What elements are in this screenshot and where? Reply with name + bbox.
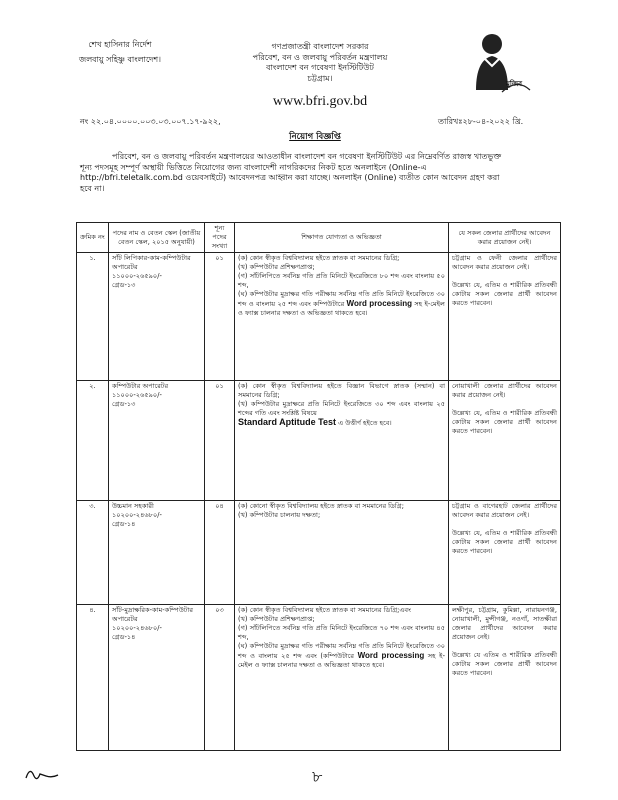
quota-note: উল্লেখ্য যে, এতিম ও শারীরিক প্রতিবন্ধী কোটায় সকল জেলার প্রার্থী আবেদন করতে পারবেন। bbox=[452, 529, 557, 555]
header-post: পদের নাম ও বেতন স্কেল (জাতীয় বেতন স্কেল, ২০১৫ অনুযায়ী) bbox=[109, 223, 205, 253]
qualification-item: (গ) সাঁটলিপিতে সর্বনিম্ন গতি প্রতি মিনিটে ইংরেজিতে ৮০ শব্দ এবং বাংলায় ৫০ শব্দ, bbox=[238, 272, 445, 289]
qualification-text: (ঘ) কম্পিউটার মুদ্রাক্ষর গতি পরীক্ষায় সর্বনিম্ন গতি প্রতি মিনিটে ইংরেজিতে ৩০ শব্দ ও বাংলায় ২৫ শব্দ এবং (কম্পিউটারে bbox=[238, 642, 445, 660]
header-district: যে সকল জেলার প্রার্থীদের আবেদন করার প্রয়োজন নেই। bbox=[449, 223, 561, 253]
ministry-name: পরিবেশ, বন ও জলবায়ু পরিবর্তন মন্ত্রণালয় bbox=[252, 52, 388, 62]
district-exclusion: নোয়াখালী জেলার প্রার্থীদের আবেদন করার প্রয়োজন নেই। bbox=[452, 382, 557, 399]
qualification-item: (খ) কম্পিউটার চালনায় দক্ষতা; bbox=[238, 511, 321, 519]
qualification-item: (ক) কোনো স্বীকৃত বিশ্ববিদ্যালয় হইতে স্নাতক বা সমমানের ডিগ্রি; bbox=[238, 502, 404, 510]
post-title: উচ্চমান সহকারী bbox=[112, 502, 154, 510]
pay-scale: ১১০০০-২৬৫৯০/- bbox=[112, 272, 162, 280]
quota-note: উল্লেখ্য যে, এতিম ও শারীরিক প্রতিবন্ধী কোটায় সকল জেলার প্রার্থী আবেদন করতে পারবেন। bbox=[452, 409, 557, 435]
row-vacancy: ০১ bbox=[205, 253, 235, 381]
page-mark: ৮ bbox=[312, 767, 323, 786]
intro-line-4: হবে না। bbox=[80, 183, 105, 193]
post-title: সাঁট-মুদ্রাক্ষরিক-কাম-কম্পিউটার অপারেটর bbox=[112, 606, 194, 623]
district-exclusion: চট্টগ্রাম ও ফেনী জেলার প্রার্থীদের আবেদন করার প্রয়োজন নেই। bbox=[452, 254, 557, 271]
initials-signature bbox=[22, 764, 62, 788]
qualification-text: এ উত্তীর্ণ হইতে হবে। bbox=[338, 419, 392, 427]
qualification-item: (ক) কোন স্বীকৃত বিশ্ববিদ্যালয় হইতে বিজ্ঞান বিভাগে স্নাতক (সম্মান) বা সমমানের ডিগ্রি; bbox=[238, 382, 445, 399]
table-row bbox=[77, 253, 561, 381]
qualification-item: (খ) কম্পিউটার প্রশিক্ষণপ্রাপ্ত; bbox=[238, 615, 315, 623]
qualification-text: (ঘ) কম্পিউটার মুদ্রাক্ষর গতি পরীক্ষায় সর্বনিম্ন গতি প্রতি মিনিটে ইংরেজিতে ৩০ শব্দ ও বাংলায় ২৫ শব্দ এবং কম্পিউটারে bbox=[238, 290, 445, 308]
row-serial: ২. bbox=[77, 381, 109, 501]
pay-scale: ১০২০০-২৪৬৮০/- bbox=[112, 624, 162, 632]
row-serial: ৪. bbox=[77, 605, 109, 751]
qualification-item bbox=[238, 290, 445, 318]
row-district bbox=[449, 501, 561, 605]
row-post bbox=[109, 605, 205, 751]
qualification-english: Standard Aptitude Test bbox=[238, 417, 337, 427]
slogan-line-1: শেখ হাসিনার নির্দেশ bbox=[88, 40, 152, 49]
intro-paragraph bbox=[80, 152, 558, 194]
row-vacancy: ০৪ bbox=[205, 501, 235, 605]
slogan-line-2: জলবায়ু সহিষ্ণু বাংলাদেশ। bbox=[79, 54, 161, 64]
qualification-english: Word processing bbox=[346, 299, 412, 308]
qualification-item bbox=[238, 418, 445, 428]
slogan-block bbox=[60, 40, 180, 65]
pay-grade: গ্রেড-১৩ bbox=[112, 400, 136, 408]
intro-line-2: শূন্য পদসমূহ সম্পূর্ণ অস্থায়ী ভিত্তিতে নিয়োগের জন্য বাংলাদেশী নাগরিকদের নিকট হতে অনলাইনে (Online-এ bbox=[80, 162, 427, 172]
header-serial: ক্রমিক নং bbox=[77, 223, 109, 253]
table-row bbox=[77, 605, 561, 751]
qualification-item: (ক) কোন স্বীকৃত বিশ্ববিদ্যালয় হইতে স্নাতক বা সমমানের ডিগ্রি;এবং bbox=[238, 606, 411, 614]
intro-line-1: পরিবেশ, বন ও জলবায়ু পরিবর্তন মন্ত্রণালয়ের আওতাধীন বাংলাদেশ বন গবেষণা ইনস্টিটিউট এর নিম্নেবর্ণিত রাজস্ব খাতভুক্ত bbox=[112, 152, 502, 161]
quota-note: উল্লেখ্য যে, এতিম ও শারীরিক প্রতিবন্ধী কোটায় সকল জেলার প্রার্থী আবেদন করতে পারবেন। bbox=[452, 281, 557, 307]
row-post bbox=[109, 501, 205, 605]
signature-scribble-icon bbox=[22, 764, 62, 784]
memo-number: নং ২২.০৪.০০০০.০০৩.০৩.০০৭.১৭-৯২২, bbox=[80, 117, 221, 126]
qualification-text: সহ ই-মেইল ও ফ্যাক্স চালনার দক্ষতা ও অভিজ্ঞতা থাকতে হবে। bbox=[238, 300, 445, 317]
district-exclusion: চট্টগ্রাম ও বাগেরহাট জেলার প্রার্থীদের আবেদন করার প্রয়োজন নেই। bbox=[452, 502, 557, 519]
pay-scale: ১০২০০-২৪৬৮০/- bbox=[112, 511, 162, 519]
quota-note: উল্লেখ্য যে এতিম ও শারীরিক প্রতিবন্ধী কোটায় সকল জেলার প্রার্থী আবেদন করতে পারবেন। bbox=[452, 651, 557, 677]
pay-grade: গ্রেড-১৪ bbox=[112, 633, 136, 641]
qualification-item: (গ) সাঁটলিপিতে সর্বনিম্ন গতি প্রতি মিনিটে ইংরেজিতে ৭০ শব্দ এবং বাংলায় ৪৫ শব্দ, bbox=[238, 624, 445, 641]
qualification-item bbox=[238, 642, 445, 670]
qualification-item: (খ) কম্পিউটার প্রশিক্ষণপ্রাপ্ত; bbox=[238, 263, 315, 271]
vacancy-table bbox=[76, 222, 561, 751]
govt-name: গণপ্রজাতন্ত্রী বাংলাদেশ সরকার bbox=[271, 42, 369, 51]
post-title: সাঁট লিপিকার-কাম-কম্পিউটার অপারেটর bbox=[112, 254, 191, 271]
row-district bbox=[449, 381, 561, 501]
row-serial: ৩. bbox=[77, 501, 109, 605]
website-link[interactable]: www.bfri.gov.bd bbox=[272, 94, 368, 109]
row-qualification bbox=[235, 253, 449, 381]
logo-text: মুজিব bbox=[506, 80, 523, 88]
row-post bbox=[109, 381, 205, 501]
row-district bbox=[449, 605, 561, 751]
table-row bbox=[77, 381, 561, 501]
table-row bbox=[77, 501, 561, 605]
office-location: চট্টগ্রাম। bbox=[307, 73, 333, 83]
office-header bbox=[205, 42, 435, 84]
row-qualification bbox=[235, 501, 449, 605]
mujib-logo bbox=[462, 30, 532, 98]
memo-date: তারিখঃ২৮-০৪-২০২২ খ্রি. bbox=[438, 117, 524, 126]
header-qualification: শিক্ষাগত যোগ্যতা ও অভিজ্ঞতা bbox=[235, 223, 449, 253]
row-vacancy: ০১ bbox=[205, 381, 235, 501]
row-vacancy: ০৩ bbox=[205, 605, 235, 751]
qualification-item: (ক) কোন স্বীকৃত বিশ্ববিদ্যালয় হইতে স্নাতক বা সমমানের ডিগ্রি; bbox=[238, 254, 400, 262]
row-qualification bbox=[235, 381, 449, 501]
qualification-english: Word processing bbox=[357, 651, 425, 660]
header-vacancy: শূন্য পদের সংখ্যা bbox=[205, 223, 235, 253]
qualification-item: (খ) কম্পিউটার মুদ্রাক্ষরে প্রতি মিনিটে ইংরেজিতে ৩০ শব্দ এবং বাংলায় ২৫ শব্দের গতি এবং সংশ্লিষ্ট বিষয়ে bbox=[238, 400, 445, 417]
pay-scale: ১১০০০-২৬৫৯০/- bbox=[112, 391, 162, 399]
district-exclusion: লক্ষীপুর, চট্টগ্রাম, কুমিল্লা, নারায়নগঞ্জ, নোয়াখালী, মুন্সীগঞ্জ, নওগাঁ, সাতক্ষীরা জেলার প্রার্থীদের আবেদন করার প্রয়োজন নেই। bbox=[452, 606, 557, 641]
intro-line-3: http://bfri.teletalk.com.bd ওয়েবসাইটে) আবেদনপত্র আহ্বান করা যাচ্ছে। অনলাইন (Online) ব্যতীত কোন আবেদন গ্রহণ করা bbox=[80, 173, 500, 182]
qualification-text: সহ ই-মেইল ও ফ্যাক্স চালনার দক্ষতা ও অভিজ্ঞতা থাকতে হবে। bbox=[238, 652, 445, 669]
row-serial: ১. bbox=[77, 253, 109, 381]
post-title: কম্পিউটার অপারেটর bbox=[112, 382, 169, 390]
row-qualification bbox=[235, 605, 449, 751]
row-post bbox=[109, 253, 205, 381]
table-header-row bbox=[77, 223, 561, 253]
notice-title: নিয়োগ বিজ্ঞপ্তি bbox=[289, 132, 341, 142]
pay-grade: গ্রেড-১৩ bbox=[112, 281, 136, 289]
institute-name: বাংলাদেশ বন গবেষণা ইনস্টিটিউট bbox=[266, 63, 374, 72]
row-district bbox=[449, 253, 561, 381]
pay-grade: গ্রেড-১৪ bbox=[112, 520, 136, 528]
